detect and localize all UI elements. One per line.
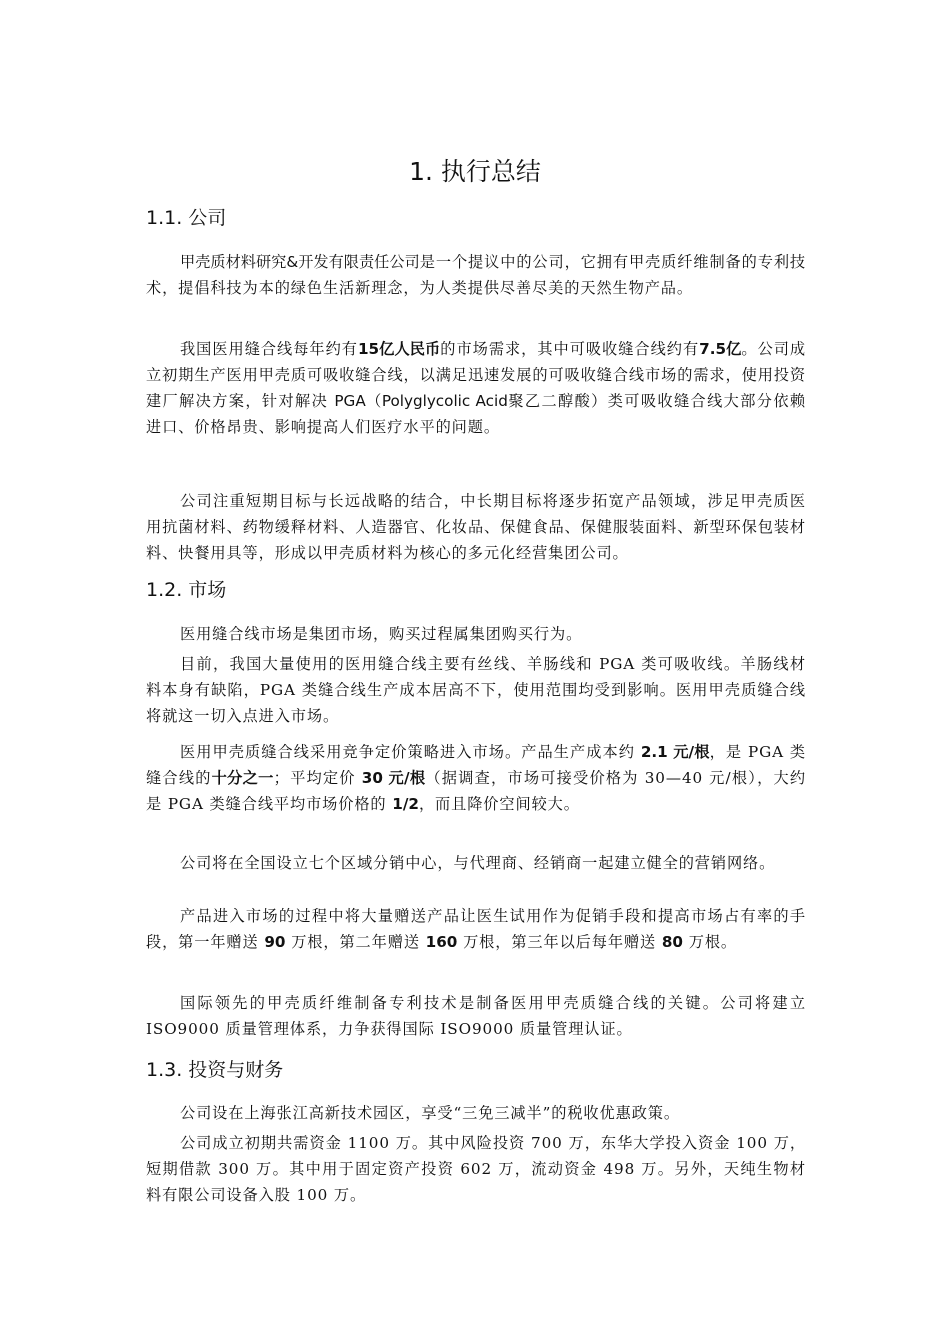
- paragraph-company-intro: 甲壳质材料研究&开发有限责任公司是一个提议中的公司，它拥有甲壳质纤维制备的专利技术，提倡科技为本的绿色生活新理念，为人类提供尽善尽美的天然生物产品。: [146, 253, 807, 297]
- paragraph-funding: 公司成立初期共需资金 1100 万。其中风险投资 700 万，东华大学投入资金 100 万，短期借款 300 万。其中用于固定资产投资 602 万，流动资金 498 万。另外，天纯生物材料有限公司设备入股 100 万。: [146, 1134, 806, 1204]
- paragraph-distribution: 公司将在全国设立七个区域分销中心，与代理商、经销商一起建立健全的营销网络。: [180, 854, 776, 872]
- absorbable-market-value: 7.5亿: [699, 340, 742, 358]
- average-price-value: 30 元/根: [361, 769, 426, 787]
- paragraph-market-type: 医用缝合线市场是集团市场，购买过程属集团购买行为。: [180, 625, 583, 643]
- cost-ratio-value: 十分之一: [211, 769, 274, 787]
- paragraph-quality: 国际领先的甲壳质纤维制备专利技术是制备医用甲壳质缝合线的关键。公司将建立 ISO9000 质量管理体系，力争获得国际 ISO9000 质量管理认证。: [146, 994, 806, 1038]
- section-heading-market: 1.2. 市场: [146, 579, 227, 601]
- production-cost-value: 2.1 元/根: [640, 743, 710, 761]
- paragraph-market-demand: 我国医用缝合线每年约有15亿人民币的市场需求，其中可吸收缝合线约有7.5亿。公司成立初期生产医用甲壳质可吸收缝合线，以满足迅速发展的可吸收缝合线市场的需求，使用投资建厂解决方案，针对解决 PGA（Polyglycolic Acid聚乙二醇酸）类可吸收缝合线大部分依赖进口、价格昂贵、影响提高人们医疗水平的问题。: [146, 340, 807, 436]
- paragraph-location: 公司设在上海张江高新技术园区，享受“三免三减半”的税收优惠政策。: [180, 1104, 680, 1122]
- section-heading-finance: 1.3. 投资与财务: [146, 1059, 284, 1081]
- paragraph-current-sutures: 目前，我国大量使用的医用缝合线主要有丝线、羊肠线和 PGA 类可吸收线。羊肠线材料本身有缺陷，PGA 类缝合线生产成本居高不下，使用范围均受到影响。医用甲壳质缝合线将就这一切入点进入市场。: [146, 655, 806, 725]
- section-heading-company: 1.1. 公司: [146, 207, 227, 229]
- paragraph-promotion: 产品进入市场的过程中将大量赠送产品让医生试用作为促销手段和提高市场占有率的手段，第一年赠送 90 万根，第二年赠送 160 万根，第三年以后每年赠送 80 万根。: [146, 907, 806, 951]
- paragraph-pricing: 医用甲壳质缝合线采用竞争定价策略进入市场。产品生产成本约 2.1 元/根，是 PGA 类缝合线的十分之一；平均定价 30 元/根（据调查，市场可接受价格为 30—40 元/根），大约是 PGA 类缝合线平均市场价格的 1/2，而且降价空间较大。: [146, 743, 806, 813]
- market-size-value: 15亿人民币: [357, 340, 441, 358]
- paragraph-strategy: 公司注重短期目标与长远战略的结合，中长期目标将逐步拓宽产品领域，涉足甲壳质医用抗菌材料、药物缓释材料、人造器官、化妆品、保健食品、保健服装面料、新型环保包装材料、快餐用具等，形成以甲壳质材料为核心的多元化经营集团公司。: [146, 492, 806, 562]
- company-name: 甲壳质材料研究&开发有限责任公司: [180, 253, 420, 271]
- year1-gift-value: 90: [264, 933, 286, 951]
- price-ratio-value: 1/2: [392, 795, 419, 813]
- year2-gift-value: 160: [425, 933, 458, 951]
- year3-gift-value: 80: [661, 933, 683, 951]
- page-title: 1. 执行总结: [409, 157, 541, 186]
